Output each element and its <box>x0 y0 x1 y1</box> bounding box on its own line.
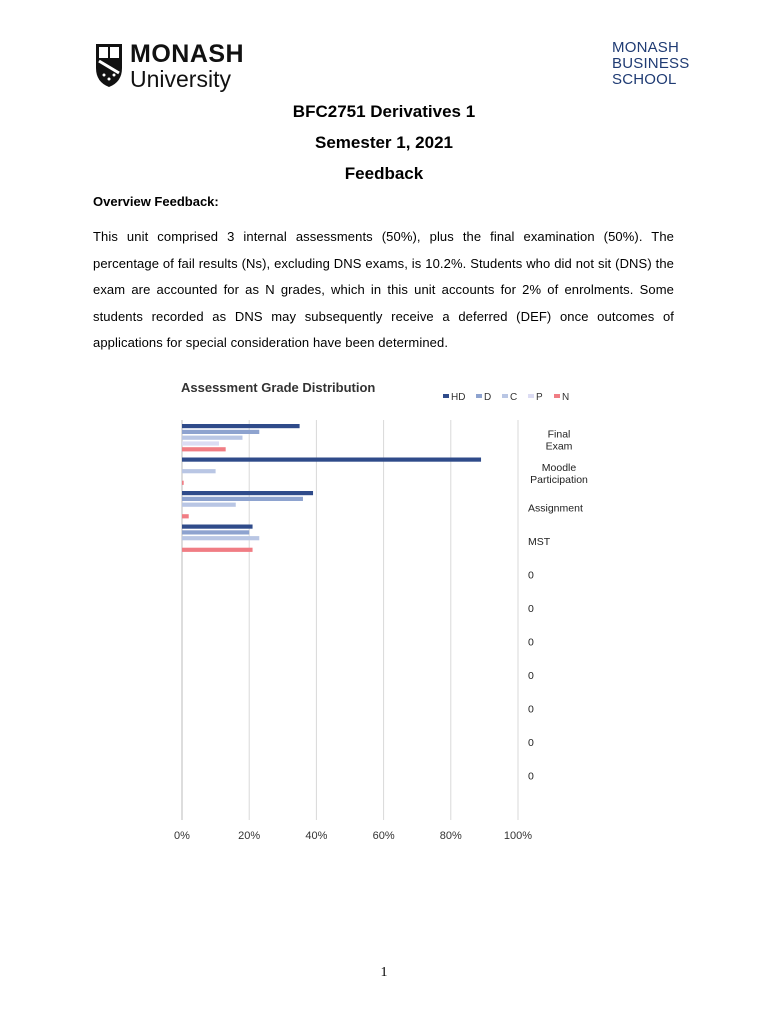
bar-c <box>182 536 259 540</box>
legend-label-hd: HD <box>451 392 466 403</box>
overview-feedback-label: Overview Feedback: <box>93 194 219 209</box>
legend-swatch-d <box>476 394 482 398</box>
x-tick-label: 0% <box>174 830 190 842</box>
bar-d <box>182 430 259 434</box>
document-semester: Semester 1, 2021 <box>315 133 453 152</box>
x-tick-label: 60% <box>372 830 395 842</box>
bar-c <box>182 469 216 473</box>
bar-n <box>182 447 226 451</box>
bar-d <box>182 497 303 501</box>
chart-title: Assessment Grade Distribution <box>181 380 376 395</box>
legend-swatch-p <box>528 394 534 398</box>
legend-label-p: P <box>536 392 543 403</box>
bar-p <box>182 441 219 445</box>
category-label: 0 <box>528 569 534 582</box>
legend-swatch-c <box>502 394 508 398</box>
document-heading: Feedback <box>344 164 424 183</box>
business-school-line-2: BUSINESS <box>612 55 690 72</box>
legend-swatch-n <box>554 394 560 398</box>
page-number: 1 <box>380 965 388 980</box>
x-tick-label: 40% <box>305 830 328 842</box>
monash-shield-icon <box>94 42 124 88</box>
legend-label-d: D <box>484 392 492 403</box>
legend-label-c: C <box>510 392 518 403</box>
business-school-line-3: SCHOOL <box>612 71 677 88</box>
business-school-line-1: MONASH <box>612 39 680 56</box>
category-label: 0 <box>528 770 534 783</box>
logo-university-text: University <box>130 66 231 92</box>
category-label: Assignment <box>528 502 583 515</box>
monash-university-logo <box>94 42 244 91</box>
x-tick-label: 100% <box>503 830 533 842</box>
category-label: 0 <box>528 670 534 682</box>
bar-hd <box>182 525 253 529</box>
bar-n <box>182 548 253 552</box>
category-label: Exam <box>545 440 573 453</box>
bar-n <box>182 514 189 518</box>
category-label: Participation <box>530 474 588 486</box>
bar-hd <box>182 491 313 495</box>
bar-c <box>182 436 242 440</box>
bar-hd <box>182 424 300 428</box>
assessment-grade-distribution-chart <box>160 372 620 852</box>
bar-d <box>182 530 249 534</box>
bar-hd <box>182 458 481 462</box>
monash-business-school-logo <box>612 40 689 88</box>
category-label: Final <box>547 428 571 441</box>
x-tick-label: 20% <box>238 830 261 842</box>
legend-swatch-hd <box>443 394 449 398</box>
category-label: Moodle <box>541 462 577 474</box>
overview-paragraph: This unit comprised 3 internal assessments (50%), plus the final examination (50%). The percentage of fail results (Ns), excluding DNS exams, is 10.2%. Students who did not sit (DNS) the exam are accounted for as N grades, which in this unit accounts for 2% of enrolments. Some students recorded as DNS may subsequently receive a deferred (DEF) once outcomes of applications for special consideration have been determined. <box>93 229 674 350</box>
category-label: 0 <box>528 603 534 615</box>
bar-c <box>182 503 236 507</box>
category-label: 0 <box>528 737 534 749</box>
document-title: BFC2751 Derivatives 1 <box>292 102 476 121</box>
bar-n <box>182 481 184 485</box>
category-label: 0 <box>528 703 534 716</box>
category-label: MST <box>528 536 551 548</box>
legend-label-n: N <box>562 392 570 403</box>
x-tick-label: 80% <box>439 830 462 842</box>
logo-monash-text: MONASH <box>130 40 245 68</box>
category-label: 0 <box>528 636 534 649</box>
